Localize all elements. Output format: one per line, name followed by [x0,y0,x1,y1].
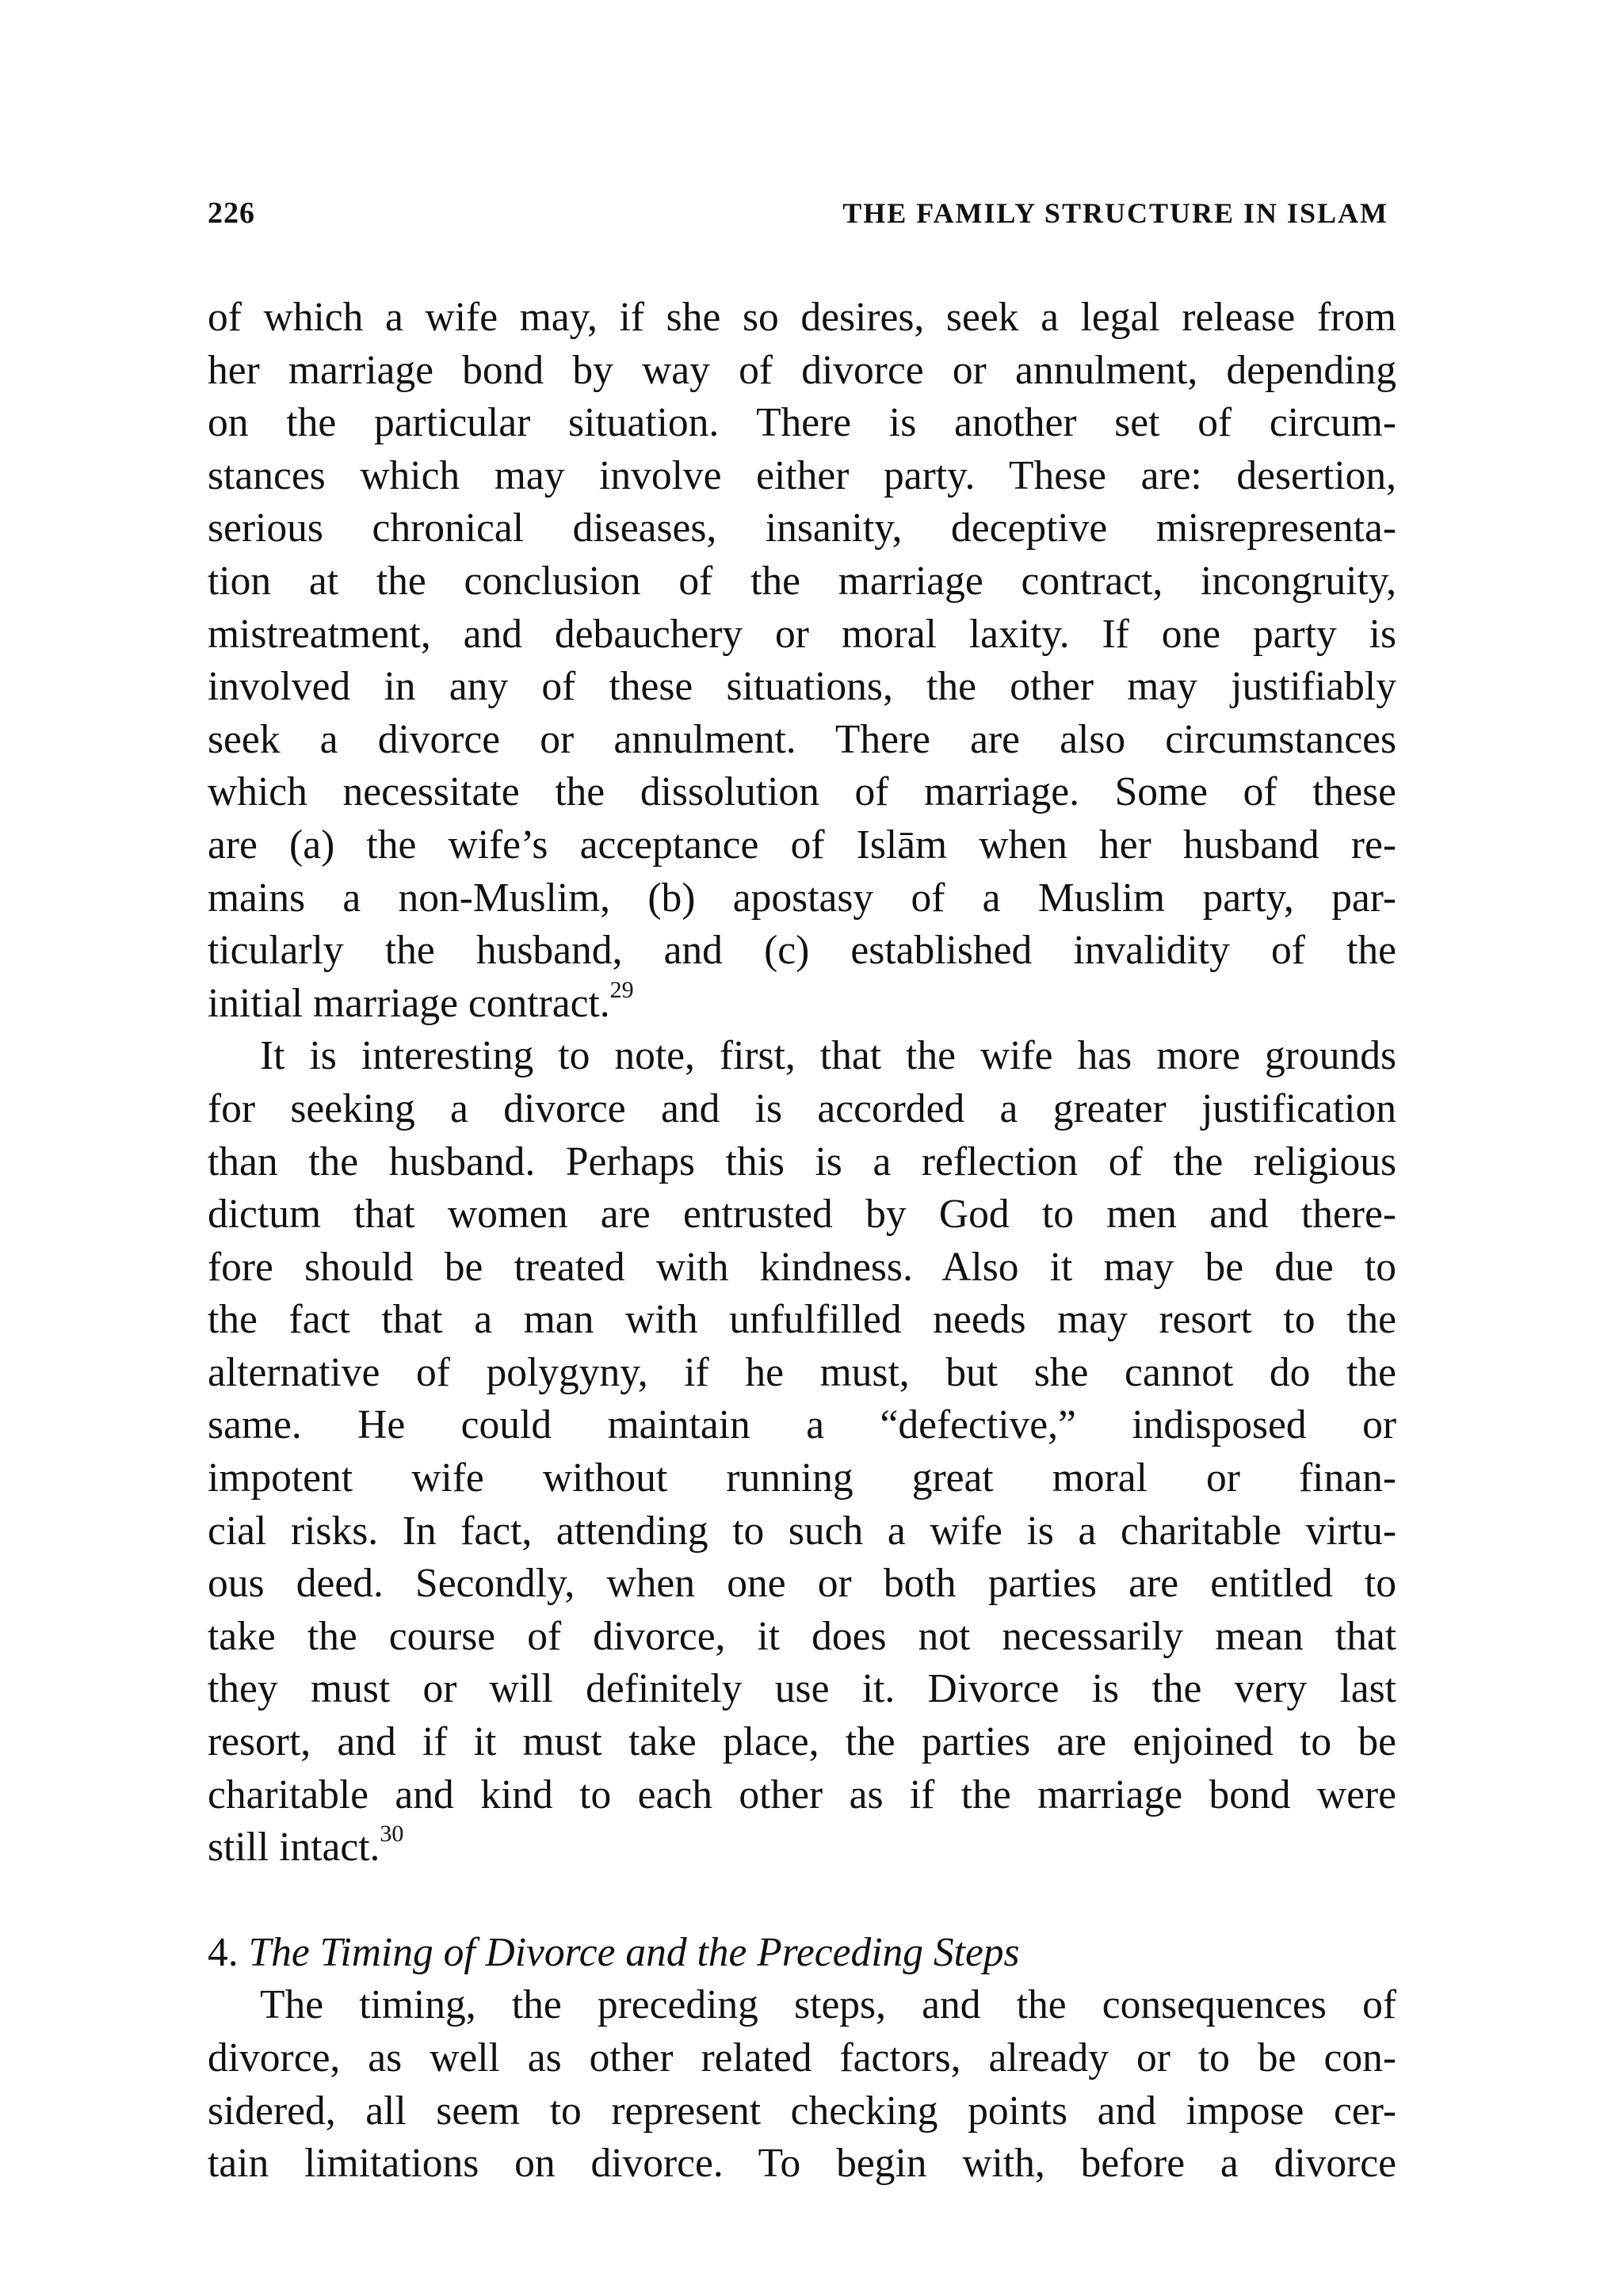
text-line: ous deed. Secondly, when one or both parties are entitled to [208,1561,1396,1607]
text-line: same. He could maintain a “defective,” indisposed or [208,1402,1396,1448]
running-title: THE FAMILY STRUCTURE IN ISLAM [842,197,1388,229]
text-line [208,1821,1396,1875]
page-number: 226 [208,196,255,230]
footnote-marker: 30 [380,1821,404,1848]
text-line: seek a divorce or annulment. There are also circumstances [208,716,1396,762]
text-line: are (a) the wife’s acceptance of Islām when her husband re- [208,822,1396,868]
text-line: cial risks. In fact, attending to such a wife is a charitable virtu- [208,1508,1396,1554]
text-line: resort, and if it must take place, the parties are enjoined to be [208,1719,1396,1765]
section-title: The Timing of Divorce and the Preceding Steps [248,1929,1020,1975]
text-line: of which a wife may, if she so desires, seek a legal release from [208,295,1396,340]
text-line: impotent wife without running great moral or finan- [208,1455,1396,1501]
section-number: 4. [208,1929,239,1975]
text-line: alternative of polygyny, if he must, but she cannot do the [208,1349,1396,1395]
text-line: ticularly the husband, and (c) established invalidity of the [208,928,1396,974]
text-line: for seeking a divorce and is accorded a greater justification [208,1085,1396,1131]
text-line: tain limitations on divorce. To begin with, before a divorce [208,2141,1396,2187]
footnote-marker: 29 [609,976,634,1003]
line-text: initial marriage contract. [208,980,610,1026]
text-line: divorce, as well as other related factors, already or to be con- [208,2035,1396,2081]
text-line: The timing, the preceding steps, and the consequences of [260,1982,1396,2028]
section-heading [208,1927,1396,1980]
section-gap [208,1875,1396,1927]
text-line: involved in any of these situations, the other may justifiably [208,664,1396,710]
text-line: her marriage bond by way of divorce or annulment, depending [208,347,1396,393]
text-line: stances which may involve either party. These are: desertion, [208,452,1396,498]
text-line: tion at the conclusion of the marriage contract, incongruity, [208,558,1396,604]
text-line: which necessitate the dissolution of marriage. Some of these [208,769,1396,815]
text-line: sidered, all seem to represent checking points and impose cer- [208,2088,1396,2134]
text-line: dictum that women are entrusted by God to men and there- [208,1192,1396,1238]
text-line: charitable and kind to each other as if the marriage bond were [208,1772,1396,1817]
text-line: mains a non-Muslim, (b) apostasy of a Muslim party, par- [208,875,1396,921]
text-line: the fact that a man with unfulfilled needs may resort to the [208,1297,1396,1343]
text-line: fore should be treated with kindness. Also it may be due to [208,1244,1396,1290]
text-line: take the course of divorce, it does not necessarily mean that [208,1613,1396,1659]
text-line [208,978,1396,1031]
text-line: serious chronical diseases, insanity, deceptive misrepresenta- [208,505,1396,551]
text-line: mistreatment, and debauchery or moral laxity. If one party is [208,611,1396,657]
text-line: they must or will definitely use it. Divorce is the very last [208,1666,1396,1712]
text-line: on the particular situation. There is another set of circum- [208,400,1396,446]
line-text: still intact. [208,1825,380,1871]
running-head [208,196,1388,235]
body-text [208,292,1396,2191]
text-line: than the husband. Perhaps this is a reflection of the religious [208,1138,1396,1184]
text-line: It is interesting to note, first, that the wife has more grounds [260,1033,1396,1079]
